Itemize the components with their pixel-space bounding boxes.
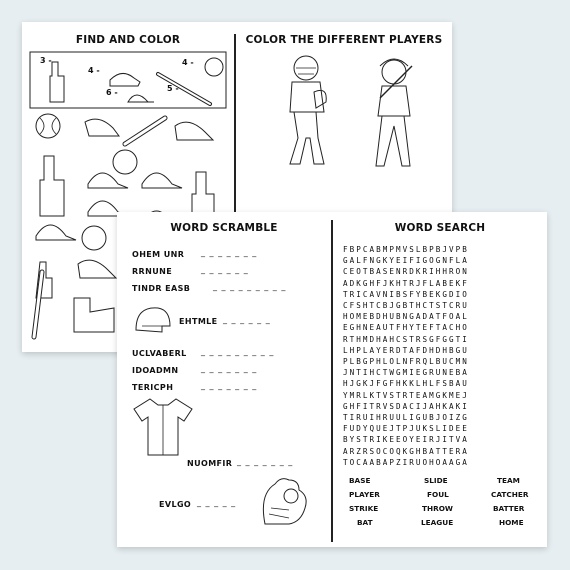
grid-row: TIRUIHRUULIGUBJOIZG <box>343 413 469 422</box>
scramble-blank[interactable]: _ _ _ _ _ _ _ <box>237 457 294 466</box>
key-number: 3 - <box>40 56 52 65</box>
grid-row: JNTIHCTWGMIEGRUNEBA <box>343 368 469 378</box>
grid-row: CFSHTCBJGBTHCTSTCRU <box>343 301 469 310</box>
grid-row: RTHMDHAHCSTRSGFGGTI <box>343 334 469 344</box>
word-list-item: CATCHER <box>491 490 529 499</box>
scramble-blank[interactable]: _ _ _ _ _ _ <box>201 265 249 274</box>
grid-row: LHPLAYERDTAFDHDHBGU <box>343 345 469 355</box>
jersey-icon <box>132 397 194 457</box>
key-number: 5 - <box>167 84 179 93</box>
grid-row: TRICAVNIBSFYBEKGDIO <box>343 289 469 299</box>
front-worksheet <box>117 212 547 547</box>
word-list-item: FOUL <box>427 490 449 499</box>
word-scramble-title: WORD SCRAMBLE <box>170 222 278 234</box>
word-search-grid[interactable] <box>343 245 539 469</box>
scramble-blank[interactable]: _ _ _ _ _ <box>197 498 237 507</box>
word-list-item: BATTER <box>493 504 525 513</box>
word-list-item: STRIKE <box>349 504 379 513</box>
word-list-item: THROW <box>422 504 453 513</box>
scramble-blank[interactable]: _ _ _ _ _ _ _ <box>201 364 258 373</box>
scramble-word: IDOADMN <box>132 366 179 375</box>
scramble-word: RRNUNE <box>132 267 173 276</box>
word-search-title: WORD SEARCH <box>394 222 486 234</box>
helmet-icon <box>132 302 172 342</box>
scramble-word: TERICPH <box>132 383 174 392</box>
scramble-word: OHEM UNR <box>132 250 185 259</box>
grid-row: GHFITRVSDACIJAHKAKI <box>343 401 469 411</box>
scramble-blank[interactable]: _ _ _ _ _ _ _ <box>201 248 258 257</box>
word-list-item: BASE <box>349 476 371 485</box>
word-list-item: HOME <box>499 518 524 527</box>
glove-icon <box>257 474 313 530</box>
word-list-item: LEAGUE <box>421 518 454 527</box>
grid-row: PLBGPHLOLNFRQLBUCMN <box>343 357 469 366</box>
grid-row: ARZRSOCOQKGHBATTERA <box>343 446 469 456</box>
grid-row: FBPCABMPMVSLBPBJVPB <box>343 245 469 254</box>
grid-row: CEOTBASENRDKRIHHRON <box>343 267 469 277</box>
find-and-color-title: FIND AND COLOR <box>75 34 181 46</box>
players-illustration <box>280 52 440 192</box>
grid-row: EGHNEAUTFHYTEFTACHO <box>343 323 469 333</box>
grid-row: FUDYQUEJTPJUKSLIDEE <box>343 424 469 434</box>
front-divider <box>331 220 333 542</box>
scramble-word: EHTMLE <box>179 317 218 326</box>
key-number: 4 - <box>182 58 194 67</box>
scramble-blank[interactable]: _ _ _ _ _ _ <box>223 315 271 324</box>
key-number: 6 - <box>106 88 118 97</box>
scramble-word: EVLGO <box>159 500 192 509</box>
scramble-word: NUOMFIR <box>187 459 233 468</box>
word-list-item: TEAM <box>497 476 520 485</box>
scramble-word: TINDR EASB <box>132 284 191 293</box>
grid-row: YMRLKTVSTRTEAMGKMEJ <box>343 390 469 400</box>
grid-row: HOMEBDHUBNGADATFOAL <box>343 312 469 322</box>
scramble-blank[interactable]: _ _ _ _ _ _ _ _ _ <box>213 282 287 291</box>
scramble-blank[interactable]: _ _ _ _ _ _ _ _ _ <box>201 347 275 356</box>
grid-row: GALFNGKYEIFIGOGNFLA <box>343 256 469 266</box>
word-list-item: SLIDE <box>424 476 448 485</box>
find-key-box <box>30 52 226 108</box>
scramble-word: UCLVABERL <box>132 349 187 358</box>
scramble-blank[interactable]: _ _ _ _ _ _ _ <box>201 381 258 390</box>
grid-row: TOCAABAPZIRUOHOAAGA <box>343 457 469 467</box>
word-list-item: BAT <box>357 518 373 527</box>
key-number: 4 - <box>88 66 100 75</box>
grid-row: HJGKJFGFHKKLHLFSBAU <box>343 379 469 389</box>
grid-row: BYSTRIKEEOYEIRJITVA <box>343 435 469 445</box>
color-players-title: COLOR THE DIFFERENT PLAYERS <box>245 34 443 46</box>
grid-row: ADKGHFJKHTRJFLABEKF <box>343 278 469 288</box>
word-list-item: PLAYER <box>349 490 380 499</box>
